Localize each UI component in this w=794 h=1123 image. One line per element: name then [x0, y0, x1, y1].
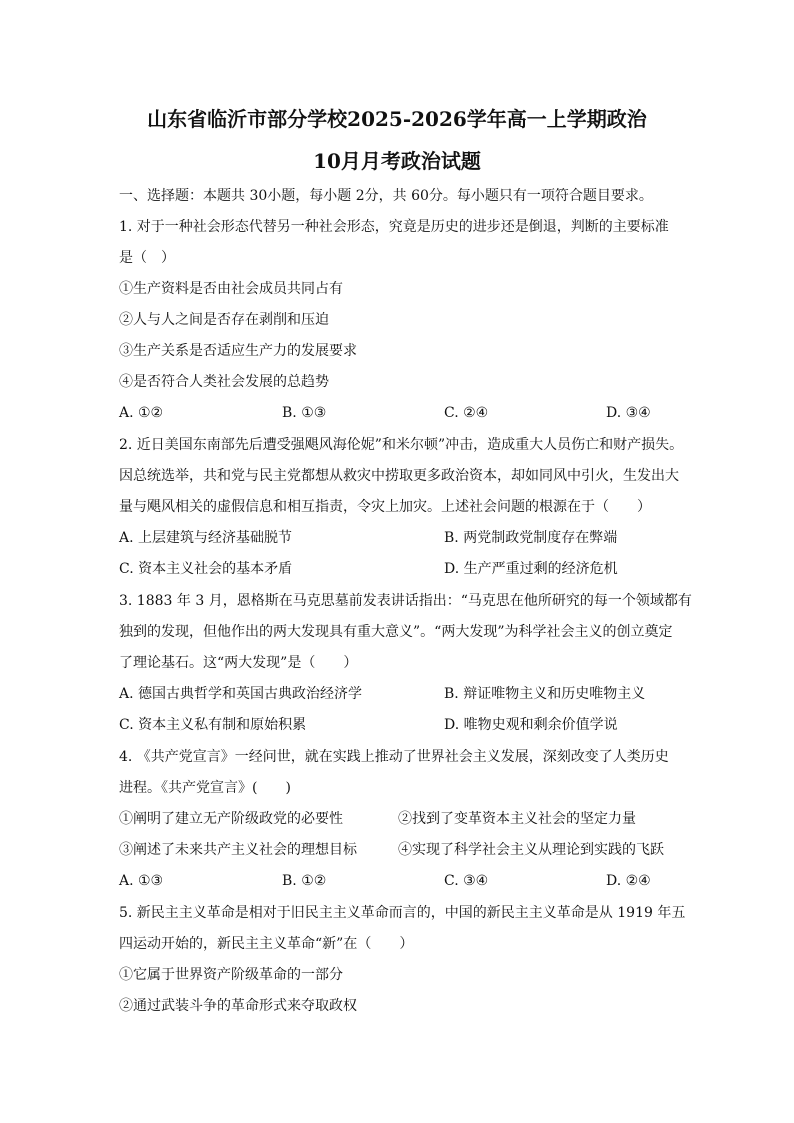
q1-item-3: ③生产关系是否适应生产力的发展要求: [119, 343, 357, 359]
q1-stem-line1: 1. 对于一种社会形态代替另一种社会形态，究竟是历史的进步还是倒退，判断的主要标准: [119, 219, 669, 235]
q4-option-d[interactable]: D. ②④: [606, 873, 651, 889]
q4-option-a[interactable]: A. ①③: [119, 873, 164, 889]
section-heading: 一、选择题：本题共 30小题，每小题 2分，共 60分。每小题只有一项符合题目要求。: [119, 188, 653, 204]
q5-stem-line2: 四运动开始的，新民主主义革命“新”在（ ）: [119, 936, 414, 952]
q1-option-d[interactable]: D. ③④: [606, 405, 651, 421]
q2-option-b[interactable]: B. 两党制政党制度存在弊端: [444, 530, 618, 546]
q1-option-c[interactable]: C. ②④: [444, 405, 489, 421]
q4-stem-line1: 4. 《共产党宣言》一经问世，就在实践上推动了世界社会主义发展，深刻改变了人类历史: [119, 749, 669, 765]
q3-option-c[interactable]: C. 资本主义私有制和原始积累: [119, 717, 307, 733]
exam-title-line1: 山东省临沂市部分学校2025-2026学年高一上学期政治: [147, 107, 647, 131]
q1-item-1: ①生产资料是否由社会成员共同占有: [119, 281, 343, 297]
q3-option-d[interactable]: D. 唯物史观和剩余价值学说: [444, 717, 618, 733]
q4-option-c[interactable]: C. ③④: [444, 873, 489, 889]
q3-stem-line3: 了理论基石。这“两大发现”是（ ）: [119, 655, 358, 671]
q1-stem-line2: 是（ ）: [119, 250, 175, 266]
q5-stem-line1: 5. 新民主主义革命是相对于旧民主主义革命而言的，中国的新民主主义革命是从 1919 年五: [119, 905, 686, 921]
q4-item-2: ②找到了变革资本主义社会的坚定力量: [398, 811, 636, 827]
q3-stem-line2: 独到的发现，但他作出的两大发现具有重大意义”。“两大发现”为科学社会主义的创立奠定: [119, 624, 673, 640]
q4-option-b[interactable]: B. ①②: [282, 873, 327, 889]
q3-option-b[interactable]: B. 辩证唯物主义和历史唯物主义: [444, 686, 646, 702]
q2-stem-line3: 量与飓风相关的虚假信息和相互指责，令灾上加灾。上述社会问题的根源在于（ ）: [119, 499, 651, 515]
q1-option-a[interactable]: A. ①②: [119, 405, 164, 421]
q3-option-a[interactable]: A. 德国古典哲学和英国古典政治经济学: [119, 686, 363, 702]
q4-item-3: ③阐述了未来共产主义社会的理想目标: [119, 842, 357, 858]
q1-option-b[interactable]: B. ①③: [282, 405, 327, 421]
q1-item-2: ②人与人之间是否存在剥削和压迫: [119, 312, 329, 328]
q2-stem-line2: 因总统选举，共和党与民主党都想从救灾中捞取更多政治资本，却如同风中引火，生发出大: [119, 468, 679, 484]
q2-stem-line1: 2. 近日美国东南部先后遭受强飓风海伦妮”和米尔顿”冲击，造成重大人员伤亡和财产损失。: [119, 437, 684, 453]
q2-option-a[interactable]: A. 上层建筑与经济基础脱节: [119, 530, 293, 546]
q4-stem-line2: 进程。《共产党宣言》( ): [119, 780, 291, 796]
q5-item-2: ②通过武装斗争的革命形式来夺取政权: [119, 998, 357, 1014]
q1-item-4: ④是否符合人类社会发展的总趋势: [119, 374, 329, 390]
q5-item-1: ①它属于世界资产阶级革命的一部分: [119, 967, 343, 983]
q4-item-1: ①阐明了建立无产阶级政党的必要性: [119, 811, 343, 827]
q3-stem-line1: 3. 1883 年 3 月，恩格斯在马克思墓前发表讲话指出：“马克思在他所研究的每一个领域都有: [119, 593, 692, 609]
q4-item-4: ④实现了科学社会主义从理论到实践的飞跃: [398, 842, 664, 858]
q2-option-c[interactable]: C. 资本主义社会的基本矛盾: [119, 561, 293, 577]
exam-title-line2: 10月月考政治试题: [313, 149, 481, 173]
q2-option-d[interactable]: D. 生产严重过剩的经济危机: [444, 561, 618, 577]
